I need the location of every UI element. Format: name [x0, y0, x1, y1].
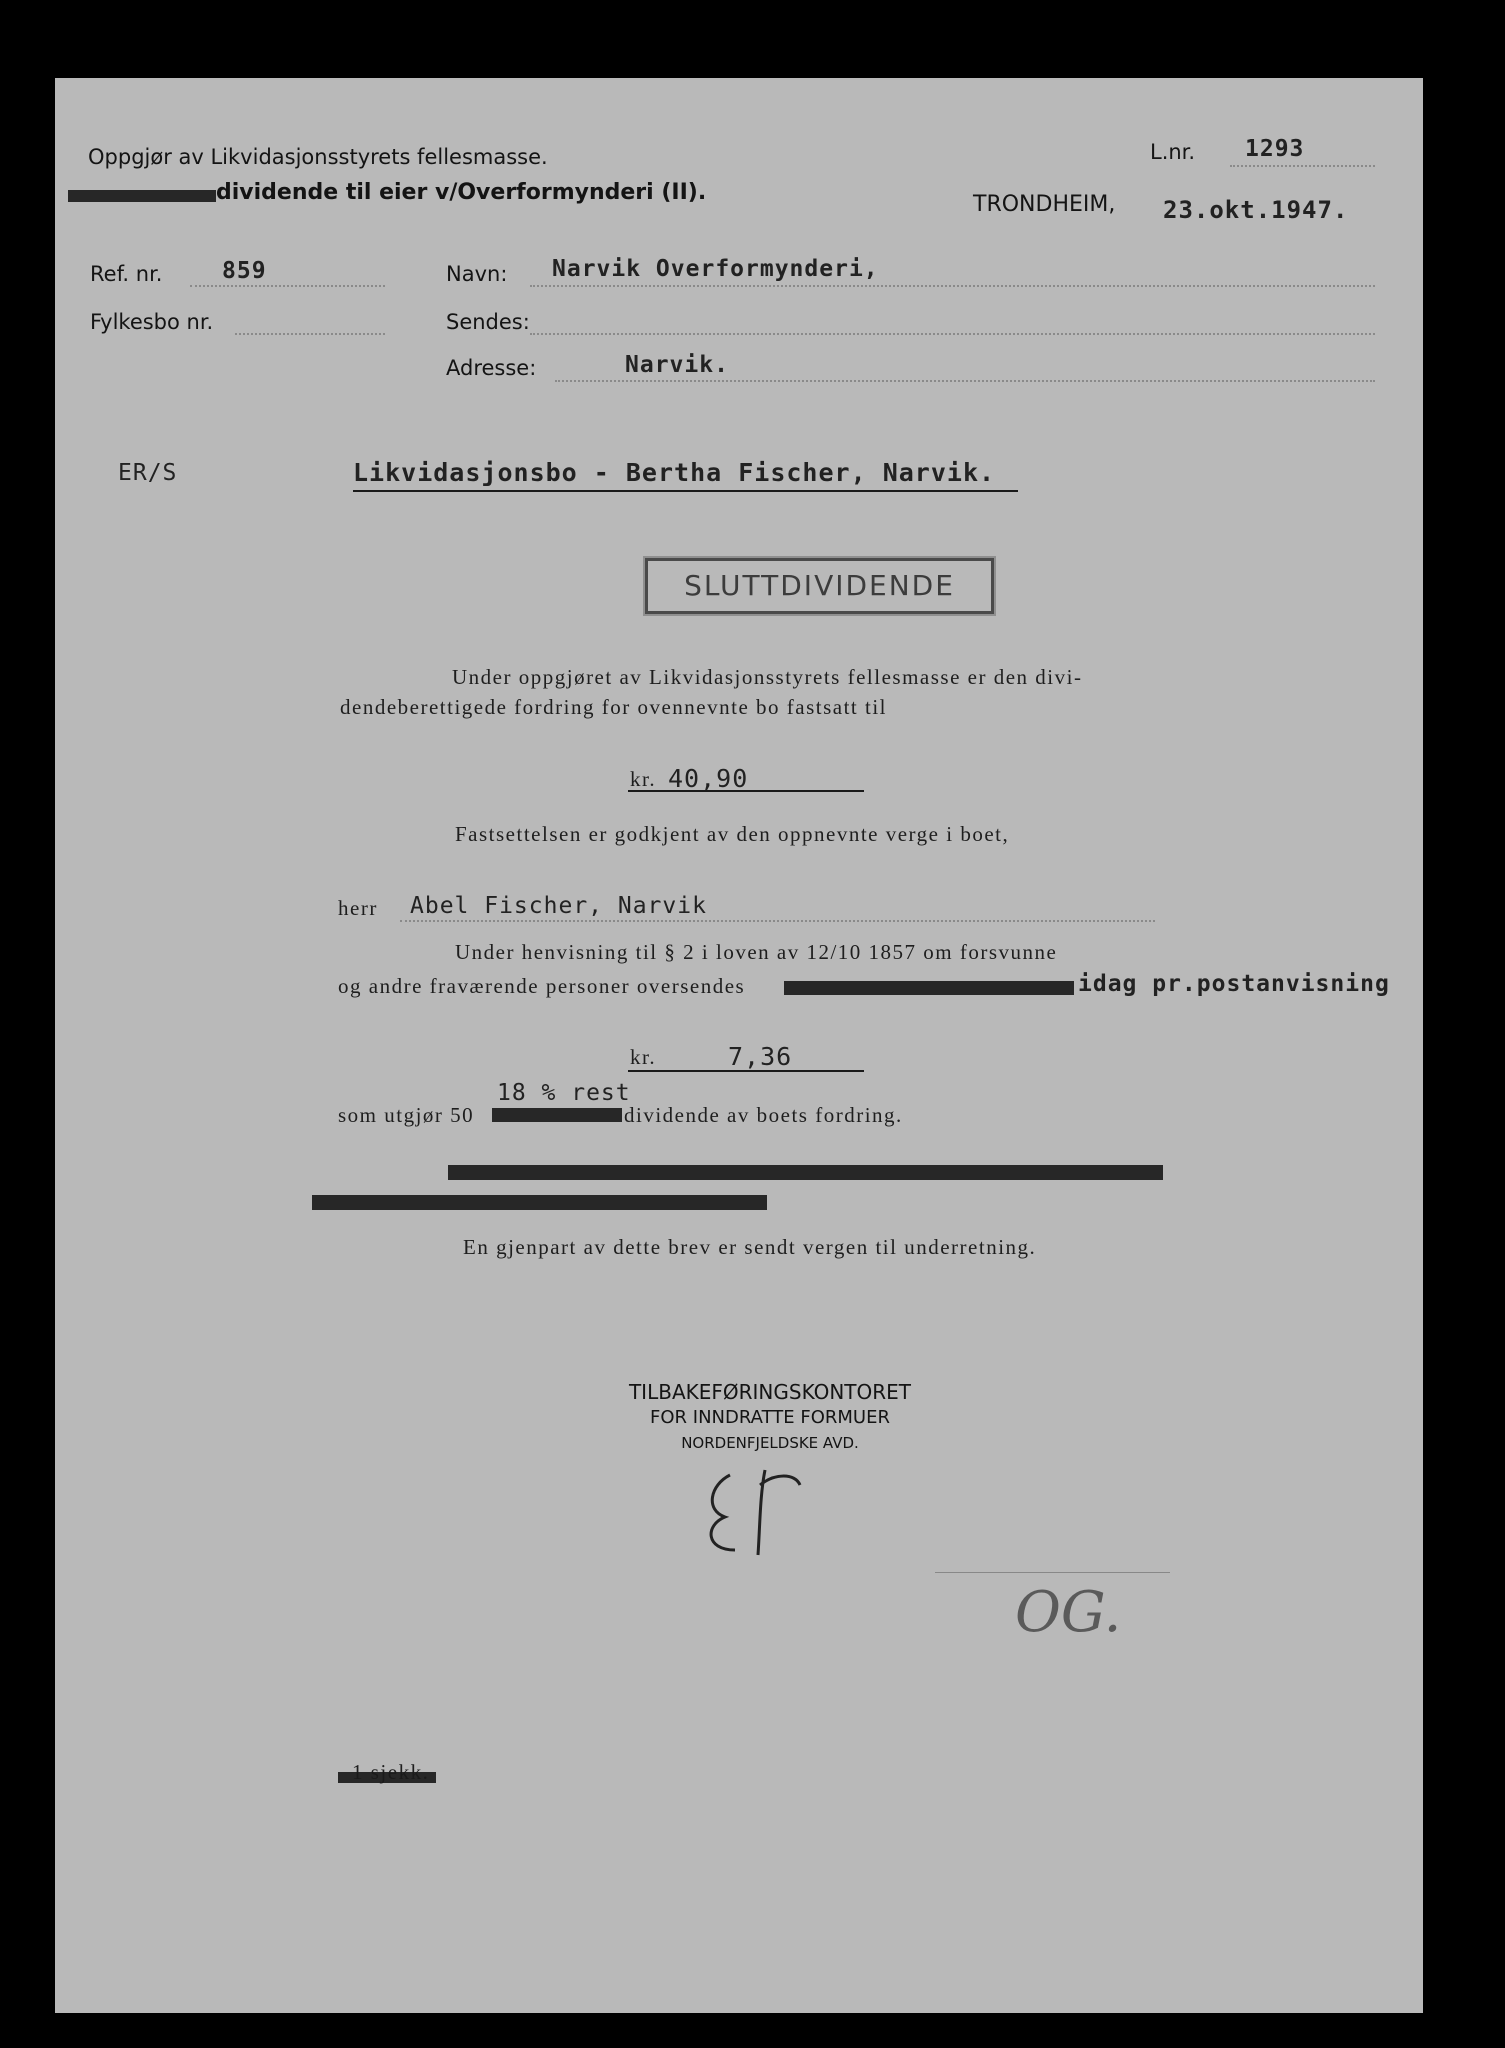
strikethrough — [338, 1772, 436, 1783]
strikethrough — [448, 1165, 1163, 1180]
paragraph-1-line-2: dendeberettigede fordring for ovennevnte bo fastsatt til — [340, 695, 888, 719]
amount-1-prefix: kr. — [630, 767, 657, 791]
ref-label: Ref. nr. — [90, 262, 163, 286]
inserted-percentage: 18 % rest — [497, 1080, 631, 1106]
navn-label: Navn: — [446, 262, 508, 286]
paragraph-3-line-1: Under henvisning til § 2 i loven av 12/10 1857 om forsvunne — [455, 940, 1058, 964]
ref-value: 859 — [222, 258, 267, 284]
amount-2-value: 7,36 — [728, 1042, 793, 1071]
lnr-label: L.nr. — [1150, 140, 1196, 164]
handwritten-initials: OG. — [1015, 1580, 1122, 1645]
fylkesbo-label: Fylkesbo nr. — [90, 310, 214, 334]
paragraph-3-line-2: og andre fraværende personer oversendes — [338, 974, 746, 998]
sendes-label: Sendes: — [446, 310, 530, 334]
amount-1-underline — [628, 790, 864, 792]
place: TRONDHEIM, — [973, 192, 1116, 217]
adresse-label: Adresse: — [446, 356, 537, 380]
sluttdividende-stamp: SLUTTDIVIDENDE — [645, 558, 994, 614]
paragraph-4-suffix: dividende av boets fordring. — [624, 1103, 903, 1127]
guardian-name: Abel Fischer, Narvik — [410, 893, 707, 919]
reference-initials: ER/S — [118, 460, 178, 486]
navn-value: Narvik Overformynderi, — [552, 256, 879, 282]
paragraph-4-prefix: som utgjør 50 — [338, 1103, 475, 1127]
dotted-line — [530, 333, 1375, 335]
signature-line — [935, 1572, 1170, 1573]
office-subtitle: FOR INNDRATTE FORMUER — [650, 1407, 890, 1428]
dotted-line — [235, 333, 385, 335]
lnr-value: 1293 — [1245, 136, 1305, 162]
dotted-line — [530, 285, 1375, 287]
office-department: NORDENFJELDSKE AVD. — [681, 1434, 859, 1452]
dotted-line — [400, 920, 1155, 922]
subject-underline — [353, 490, 1018, 492]
strikethrough — [492, 1108, 622, 1122]
subject-line: Likvidasjonsbo - Bertha Fischer, Narvik. — [353, 458, 996, 487]
payment-method: idag pr.postanvisning — [1078, 971, 1390, 997]
herr-label: herr — [338, 896, 378, 920]
paragraph-6: En gjenpart av dette brev er sendt vergen til underretning. — [463, 1235, 1037, 1259]
adresse-value: Narvik. — [625, 352, 729, 378]
signature-scribble — [690, 1455, 830, 1565]
strikethrough — [312, 1195, 767, 1210]
strikethrough — [68, 190, 216, 202]
letter-date: 23.okt.1947. — [1163, 196, 1349, 224]
dotted-line — [1230, 165, 1375, 167]
paragraph-1-line-1: Under oppgjøret av Likvidasjonsstyrets fellesmasse er den divi- — [452, 665, 1083, 689]
dotted-line — [190, 285, 385, 287]
amount-2-prefix: kr. — [630, 1045, 657, 1069]
header-subtitle: dividende til eier v/Overformynderi (II). — [216, 180, 707, 205]
amount-1-value: 40,90 — [668, 764, 749, 793]
office-name: TILBAKEFØRINGSKONTORET — [628, 1380, 912, 1404]
dotted-line — [555, 380, 1375, 382]
amount-2-underline — [628, 1070, 864, 1072]
strikethrough — [784, 981, 1074, 995]
paragraph-2: Fastsettelsen er godkjent av den oppnevnte verge i boet, — [455, 822, 1010, 846]
header-title: Oppgjør av Likvidasjonsstyrets fellesmasse. — [88, 145, 548, 169]
